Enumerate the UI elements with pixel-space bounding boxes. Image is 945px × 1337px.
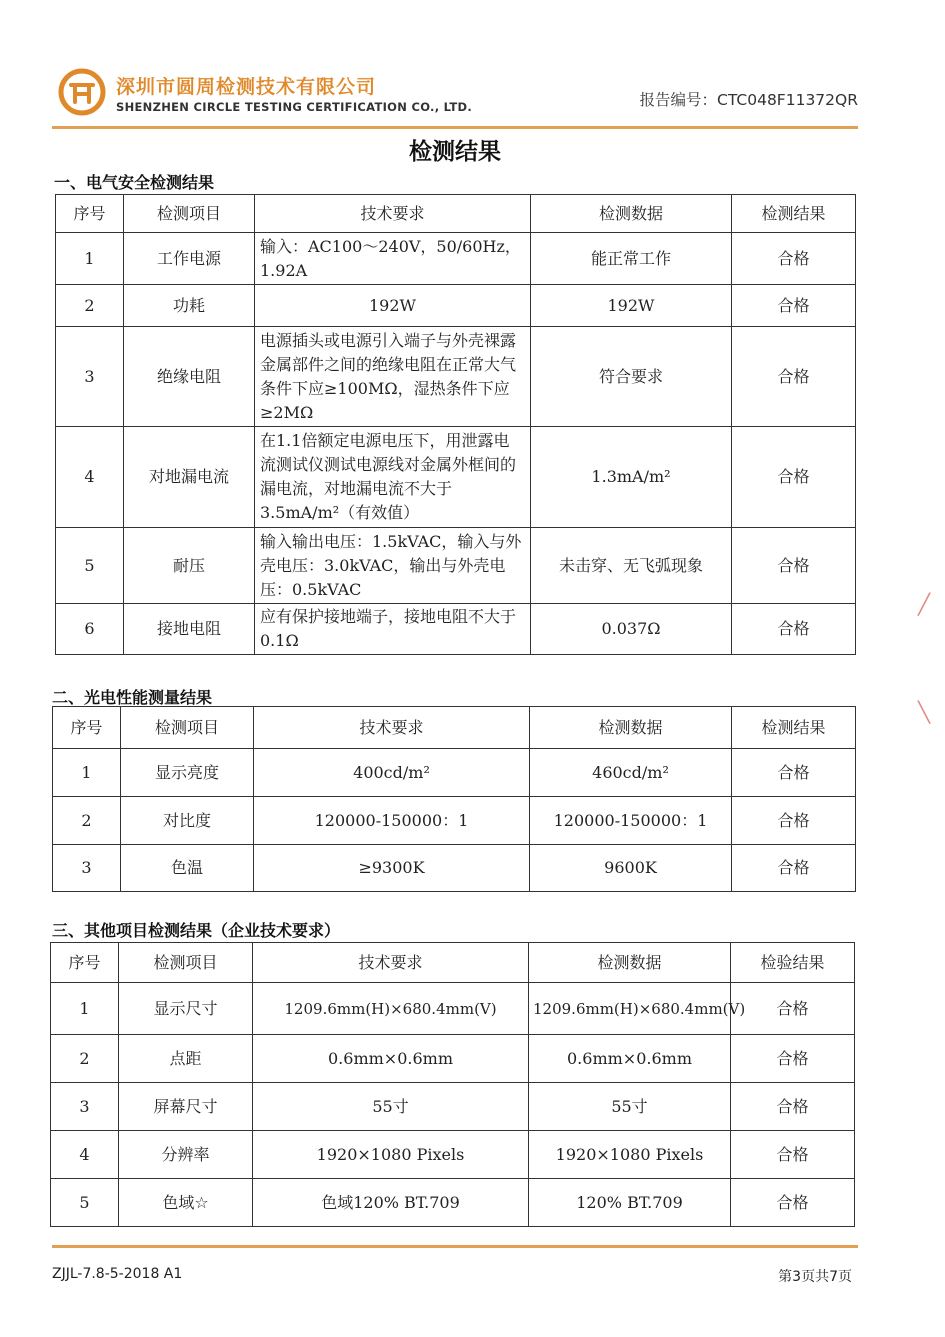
requirement: 在1.1倍额定电源电压下，用泄露电流测试仪测试电源线对金属外框间的漏电流，对地漏电流不大于3.5mA/m²（有效值） [255, 427, 531, 528]
test-item: 色温 [121, 845, 254, 892]
header-cell: 检测结果 [732, 195, 856, 233]
test-result: 合格 [732, 327, 856, 427]
section-2-title: 二、光电性能测量结果 [52, 688, 213, 707]
header-cell: 检测数据 [530, 707, 732, 749]
test-data: 1920×1080 Pixels [529, 1131, 731, 1179]
test-data: 0.6mm×0.6mm [529, 1035, 731, 1083]
test-result: 合格 [732, 285, 856, 327]
header-cell: 检测数据 [529, 943, 731, 983]
test-data: 符合要求 [531, 327, 732, 427]
report-number: 报告编号：CTC048F11372QR [639, 91, 858, 109]
requirement: 1209.6mm(H)×680.4mm(V) [253, 983, 529, 1035]
test-result: 合格 [732, 845, 856, 892]
table-header-row [56, 195, 856, 233]
test-item: 工作电源 [124, 233, 255, 285]
test-data: 1.3mA/m² [531, 427, 732, 528]
test-item: 显示尺寸 [119, 983, 253, 1035]
row-number: 4 [51, 1131, 119, 1179]
header-divider [52, 126, 858, 129]
test-result: 合格 [732, 427, 856, 528]
electrical-safety-table [55, 194, 856, 655]
table-row [53, 845, 856, 892]
row-number: 5 [51, 1179, 119, 1227]
page-title: 检测结果 [409, 139, 501, 165]
test-item: 点距 [119, 1035, 253, 1083]
other-items-table [50, 942, 855, 1227]
header-cell: 检测项目 [124, 195, 255, 233]
table-row [56, 604, 856, 655]
test-data: 120000-150000：1 [530, 797, 732, 845]
header-cell: 技术要求 [253, 943, 529, 983]
test-data: 55寸 [529, 1083, 731, 1131]
test-data: 9600K [530, 845, 732, 892]
header-cell: 序号 [53, 707, 121, 749]
table-row [53, 797, 856, 845]
test-result: 合格 [731, 1179, 855, 1227]
table-row [51, 1083, 855, 1131]
header-cell: 序号 [56, 195, 124, 233]
page-number: 第3页共7页 [778, 1269, 852, 1285]
row-number: 6 [56, 604, 124, 655]
table-row [51, 1035, 855, 1083]
test-result: 合格 [732, 797, 856, 845]
row-number: 3 [56, 327, 124, 427]
requirement: 120000-150000：1 [254, 797, 530, 845]
test-item: 屏幕尺寸 [119, 1083, 253, 1131]
requirement: 400cd/m² [254, 749, 530, 797]
test-item: 色域☆ [119, 1179, 253, 1227]
table-row [51, 1131, 855, 1179]
test-result: 合格 [732, 749, 856, 797]
header-cell: 检测数据 [531, 195, 732, 233]
seal-fragment-mark: ╲ [918, 700, 931, 724]
test-data: 460cd/m² [530, 749, 732, 797]
table-row [53, 749, 856, 797]
row-number: 2 [53, 797, 121, 845]
test-item: 显示亮度 [121, 749, 254, 797]
test-item: 分辨率 [119, 1131, 253, 1179]
test-data: 120% BT.709 [529, 1179, 731, 1227]
row-number: 2 [51, 1035, 119, 1083]
section-3-title: 三、其他项目检测结果（企业技术要求） [52, 921, 341, 940]
document-code: ZJJL-7.8-5-2018 A1 [52, 1266, 183, 1282]
test-item: 对地漏电流 [124, 427, 255, 528]
test-data: 0.037Ω [531, 604, 732, 655]
section-1-title: 一、电气安全检测结果 [54, 173, 215, 192]
requirement: ≥9300K [254, 845, 530, 892]
test-result: 合格 [731, 1035, 855, 1083]
company-name-cn: 深圳市圆周检测技术有限公司 [116, 76, 377, 98]
header-cell: 检验结果 [731, 943, 855, 983]
table-row [56, 285, 856, 327]
header-cell: 检测结果 [732, 707, 856, 749]
test-result: 合格 [731, 983, 855, 1035]
test-data: 未击穿、无飞弧现象 [531, 528, 732, 604]
requirement: 输入：AC100～240V，50/60Hz，1.92A [255, 233, 531, 285]
optical-performance-table [52, 706, 856, 892]
test-item: 绝缘电阻 [124, 327, 255, 427]
header-cell: 技术要求 [255, 195, 531, 233]
test-item: 对比度 [121, 797, 254, 845]
table-row [56, 327, 856, 427]
row-number: 4 [56, 427, 124, 528]
requirement: 1920×1080 Pixels [253, 1131, 529, 1179]
row-number: 5 [56, 528, 124, 604]
test-item: 接地电阻 [124, 604, 255, 655]
report-header [52, 62, 858, 134]
table-row [51, 1179, 855, 1227]
table-row [56, 528, 856, 604]
row-number: 1 [56, 233, 124, 285]
table-header-row [53, 707, 856, 749]
table-row [51, 983, 855, 1035]
row-number: 3 [53, 845, 121, 892]
requirement: 55寸 [253, 1083, 529, 1131]
company-name-en: SHENZHEN CIRCLE TESTING CERTIFICATION CO., LTD. [116, 100, 473, 114]
table-header-row [51, 943, 855, 983]
test-data: 1209.6mm(H)×680.4mm(V) [529, 983, 731, 1035]
test-result: 合格 [732, 233, 856, 285]
header-cell: 检测项目 [121, 707, 254, 749]
requirement: 0.6mm×0.6mm [253, 1035, 529, 1083]
requirement: 色域120% BT.709 [253, 1179, 529, 1227]
test-result: 合格 [731, 1131, 855, 1179]
row-number: 3 [51, 1083, 119, 1131]
table-row [56, 427, 856, 528]
row-number: 1 [53, 749, 121, 797]
footer-divider [52, 1245, 858, 1248]
header-cell: 检测项目 [119, 943, 253, 983]
test-data: 能正常工作 [531, 233, 732, 285]
test-result: 合格 [732, 528, 856, 604]
test-item: 耐压 [124, 528, 255, 604]
requirement: 应有保护接地端子，接地电阻不大于0.1Ω [255, 604, 531, 655]
row-number: 2 [56, 285, 124, 327]
test-result: 合格 [731, 1083, 855, 1131]
requirement: 输入输出电压：1.5kVAC，输入与外壳电压：3.0kVAC，输出与外壳电压：0.5kVAC [255, 528, 531, 604]
header-cell: 技术要求 [254, 707, 530, 749]
header-cell: 序号 [51, 943, 119, 983]
test-data: 192W [531, 285, 732, 327]
row-number: 1 [51, 983, 119, 1035]
table-row [56, 233, 856, 285]
test-result: 合格 [732, 604, 856, 655]
company-logo-icon [58, 68, 106, 116]
test-item: 功耗 [124, 285, 255, 327]
requirement: 192W [255, 285, 531, 327]
requirement: 电源插头或电源引入端子与外壳裸露金属部件之间的绝缘电阻在正常大气条件下应≥100MΩ，湿热条件下应≥2MΩ [255, 327, 531, 427]
seal-fragment-mark: ╱ [918, 592, 931, 616]
